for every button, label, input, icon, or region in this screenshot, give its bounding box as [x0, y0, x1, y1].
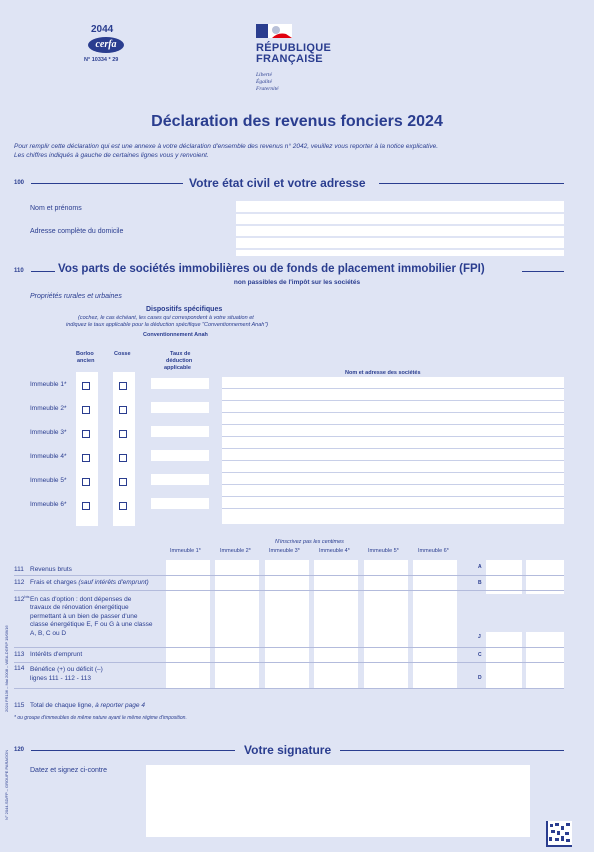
- address-field-3[interactable]: [236, 250, 564, 256]
- row112-label-italic: (sauf intérêts d'emprunt): [78, 579, 149, 586]
- grid-col-4: Immeuble 4*: [319, 548, 350, 554]
- name-field[interactable]: [236, 201, 564, 212]
- section120-title: Votre signature: [244, 743, 332, 757]
- grid-footnote: * ou groupe d'immeubles de même nature ayant le même régime d'imposition.: [14, 715, 187, 721]
- borloo-checkbox-6[interactable]: [82, 502, 90, 510]
- grid-column-4[interactable]: [314, 560, 358, 689]
- sign-label: Datez et signez ci-contre: [30, 767, 108, 774]
- borloo-checkbox-4[interactable]: [82, 454, 90, 462]
- col-cosse: Cosse: [114, 351, 131, 357]
- taux-field-6[interactable]: [151, 498, 209, 509]
- row115-label: [30, 702, 145, 709]
- motto-1: Liberté: [256, 72, 272, 78]
- grid-col-3: Immeuble 3*: [269, 548, 300, 554]
- row112bis-code: [14, 594, 30, 603]
- row112bis-code-base: 112: [14, 596, 25, 604]
- section100-code: 100: [14, 180, 25, 186]
- row112-letter: B: [478, 580, 482, 586]
- col-taux-2: déduction: [166, 358, 193, 364]
- row112bis-line1: En cas d'option : dont dépenses de: [30, 596, 132, 603]
- section100-title: Votre état civil et votre adresse: [189, 176, 366, 190]
- taux-field-3[interactable]: [151, 426, 209, 437]
- grid-column-5[interactable]: [364, 560, 408, 689]
- immeuble-label-1: Immeuble 1*: [30, 381, 67, 388]
- taux-field-5[interactable]: [151, 474, 209, 485]
- dispositifs-note2: indiquez le taux applicable pour la déduction spécifique "Conventionnement Anah"): [66, 322, 269, 328]
- total-col-a-1[interactable]: [486, 560, 522, 594]
- immeuble-label-5: Immeuble 5*: [30, 477, 67, 484]
- section110-subtitle: non passibles de l'impôt sur les sociétés: [233, 279, 361, 286]
- rural-label: Propriétés rurales et urbaines: [30, 293, 122, 300]
- dispositifs-title: Dispositifs spécifiques: [146, 306, 223, 313]
- row114-code: 114: [14, 665, 25, 672]
- grid-col-1: Immeuble 1*: [170, 548, 201, 554]
- grid-note: N'inscrivez pas les centimes: [275, 539, 344, 545]
- section110-code: 110: [14, 268, 24, 274]
- cosse-checkbox-4[interactable]: [119, 454, 127, 462]
- taux-field-1[interactable]: [151, 378, 209, 389]
- row112bis-line3: permettant à un bien de passer d'une: [30, 612, 138, 620]
- taux-field-4[interactable]: [151, 450, 209, 461]
- row112bis-code-sup: bis: [24, 594, 30, 599]
- row114-letter: D: [478, 675, 482, 681]
- col-taux-3: applicable: [164, 365, 191, 371]
- row113-letter: C: [478, 652, 482, 658]
- row112bis-line2: travaux de rénovation énergétique: [30, 604, 129, 612]
- grid-col-6: Immeuble 6*: [418, 548, 449, 554]
- datamatrix-code: [546, 821, 572, 847]
- borloo-checkbox-5[interactable]: [82, 478, 90, 486]
- cerfa-logo-text: cerfa: [95, 39, 117, 50]
- borloo-checkbox-2[interactable]: [82, 406, 90, 414]
- dispositifs-note1: (cochez, le cas échéant, les cases qui correspondent à votre situation et: [78, 315, 254, 321]
- motto-3: Fraternité: [256, 86, 279, 92]
- total-col-j-2[interactable]: [526, 632, 564, 689]
- row114-label: [30, 665, 103, 683]
- row113-label: Intérêts d'emprunt: [30, 651, 83, 658]
- borloo-checkbox-3[interactable]: [82, 430, 90, 438]
- immeuble-label-3: Immeuble 3*: [30, 429, 67, 436]
- row112bis-line4: classe énergétique E, F ou G à une classe: [30, 621, 153, 629]
- row112bis-label: [30, 596, 153, 638]
- immeuble-label-6: Immeuble 6*: [30, 501, 67, 508]
- row112-label: [30, 579, 149, 586]
- motto-2: Égalité: [256, 79, 272, 85]
- grid-column-6[interactable]: [413, 560, 457, 689]
- row111-letter: A: [478, 564, 482, 570]
- row112bis-line5: A, B, C ou D: [30, 629, 67, 637]
- taux-field-2[interactable]: [151, 402, 209, 413]
- row112-label-main: Frais et charges: [30, 579, 77, 586]
- cosse-checkbox-2[interactable]: [119, 406, 127, 414]
- cosse-checkbox-1[interactable]: [119, 382, 127, 390]
- address-field-1[interactable]: [236, 226, 564, 236]
- immeuble-label-4: Immeuble 4*: [30, 453, 67, 460]
- address-label: Adresse complète du domicile: [30, 228, 124, 235]
- grid-column-1[interactable]: [166, 560, 210, 689]
- col-taux-1: Taux de: [170, 351, 191, 357]
- cerfa-logo: [88, 37, 124, 53]
- cosse-checkbox-5[interactable]: [119, 478, 127, 486]
- marianne-icon: [256, 24, 292, 38]
- row113-code: 113: [14, 651, 25, 658]
- intro-line1: Pour remplir cette déclaration qui est une annexe à votre déclaration d'ensemble des revenus n° 2042, veuillez vous reporter à la notice explicative.: [14, 143, 439, 150]
- marianne-logo: [256, 24, 292, 38]
- col-borloo-1: Borloo: [76, 351, 94, 357]
- signature-field[interactable]: [146, 765, 530, 837]
- immeuble-label-2: Immeuble 2*: [30, 405, 67, 412]
- republic-line2: FRANÇAISE: [256, 53, 323, 65]
- row114-line1: Bénéfice (+) ou déficit (–): [30, 666, 103, 673]
- section110-title: Vos parts de sociétés immobilières ou de fonds de placement immobilier (FPI): [58, 263, 485, 275]
- form-number: 2044: [91, 24, 114, 35]
- grid-col-5: Immeuble 5*: [368, 548, 399, 554]
- grid-column-3[interactable]: [265, 560, 309, 689]
- page-title: Déclaration des revenus fonciers 2024: [151, 113, 443, 130]
- side-text-a: N° 2044-SD/FP – GROUPE PARAGON: [4, 749, 9, 820]
- conv-anah-label: Conventionnement Anah: [143, 332, 208, 338]
- name-label: Nom et prénoms: [30, 205, 82, 212]
- side-text-b: 2024 FR136 – Mai 2008 – WEA-DGFIP 19/09/16: [4, 625, 9, 712]
- section120-code: 120: [14, 747, 25, 753]
- row115-label-italic: à reporter page 4: [95, 702, 145, 709]
- intro-line2: Les chiffres indiqués à gauche de certaines lignes vous y renvoient.: [14, 152, 209, 159]
- row112bis-letter: J: [478, 634, 481, 640]
- row112-code: 112: [14, 579, 25, 586]
- grid-column-2[interactable]: [215, 560, 259, 689]
- grid-col-2: Immeuble 2*: [220, 548, 251, 554]
- row111-label: Revenus bruts: [30, 566, 72, 573]
- row115-label-main: Total de chaque ligne,: [30, 702, 94, 709]
- cerfa-code: N° 10334 * 29: [84, 57, 119, 63]
- cosse-checkbox-3[interactable]: [119, 430, 127, 438]
- row115-code: 115: [14, 702, 25, 709]
- address-field-2[interactable]: [236, 238, 564, 248]
- republic-line1: RÉPUBLIQUE: [256, 42, 332, 54]
- row114-line2: lignes 111 - 112 - 113: [30, 675, 91, 682]
- col-borloo-2: ancien: [77, 358, 95, 364]
- total-col-a-2[interactable]: [526, 560, 564, 594]
- borloo-checkbox-1[interactable]: [82, 382, 90, 390]
- row111-code: 111: [14, 566, 24, 573]
- name-field-2[interactable]: [236, 214, 564, 224]
- datamatrix-icon: [546, 821, 572, 847]
- cosse-checkbox-6[interactable]: [119, 502, 127, 510]
- total-col-j-1[interactable]: [486, 632, 522, 689]
- col-nom-adresse: Nom et adresse des sociétés: [345, 370, 421, 376]
